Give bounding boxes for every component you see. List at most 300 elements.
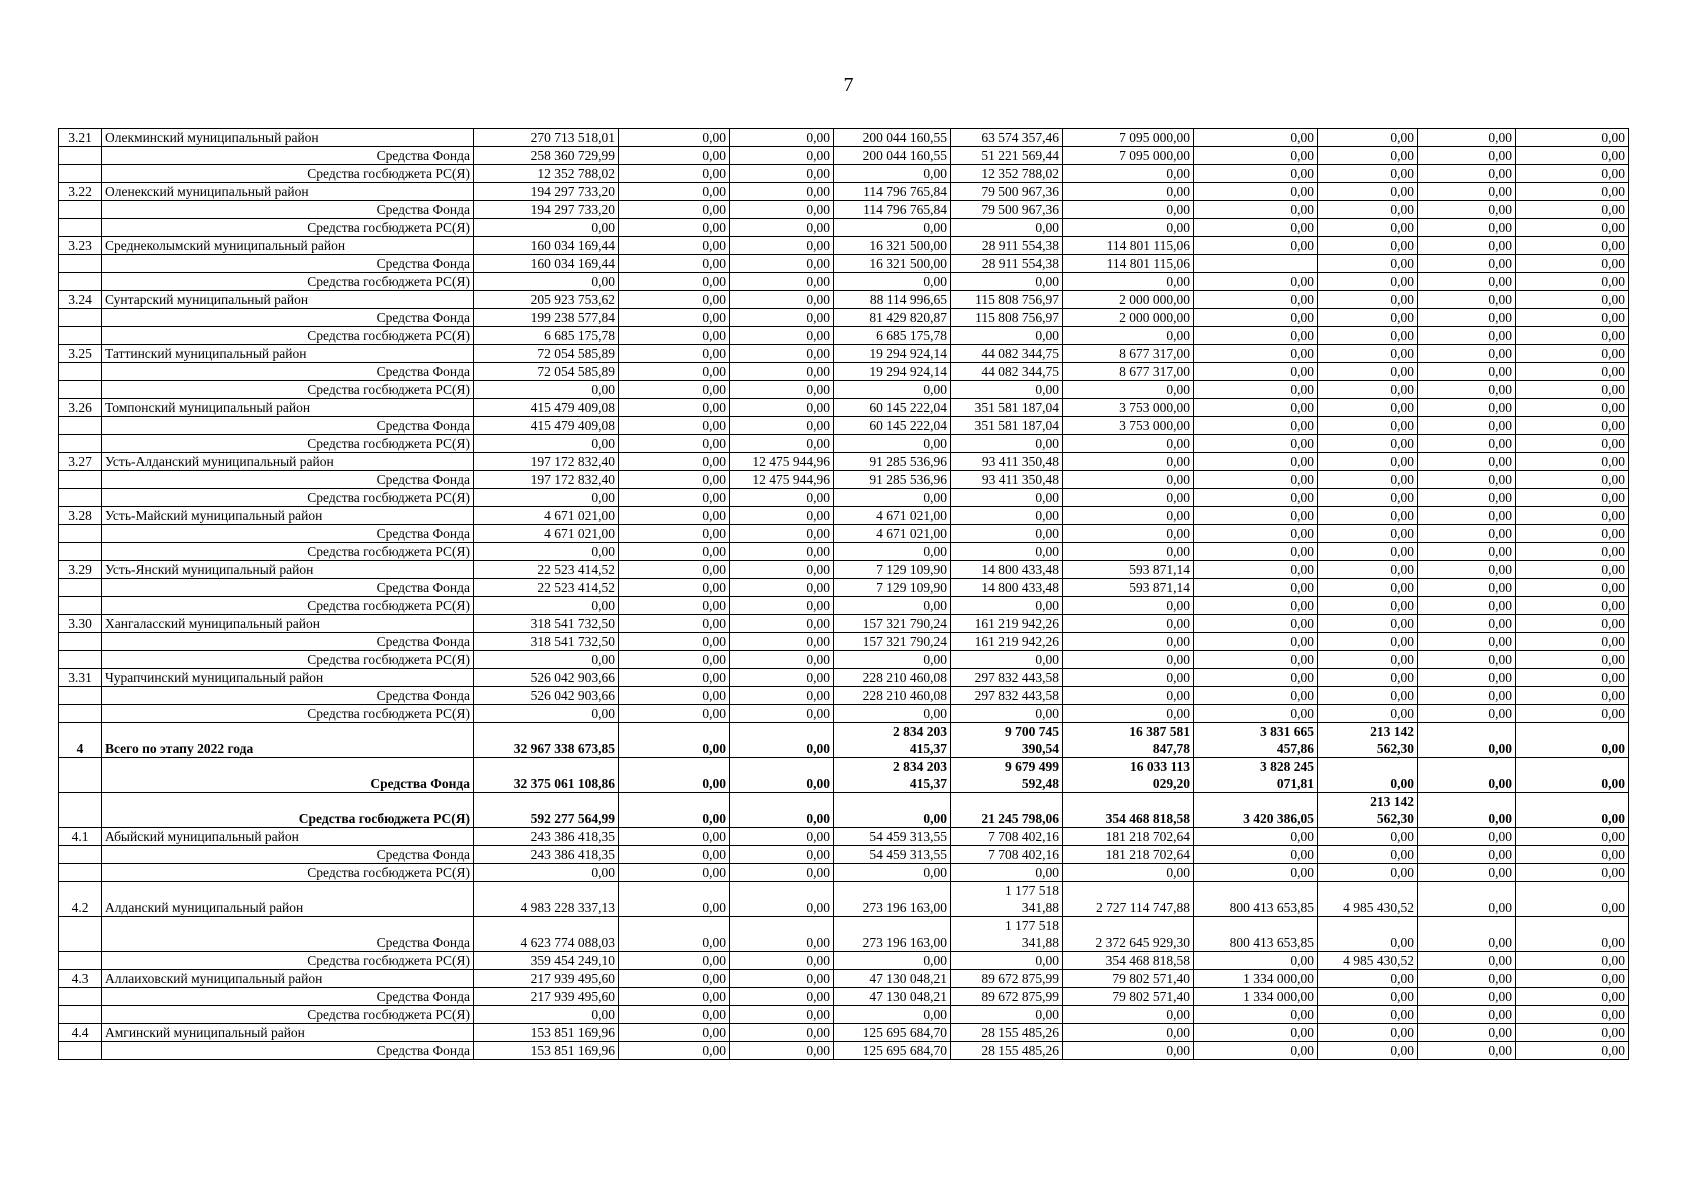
value-cell: 297 832 443,58 [951,669,1063,687]
value-cell: 0,00 [619,291,730,309]
value-cell: 351 581 187,04 [951,399,1063,417]
table-row [59,453,1629,471]
value-cell: 243 386 418,35 [474,828,619,846]
value-cell: 0,00 [730,723,834,758]
table-row [59,1006,1629,1024]
value-cell: 593 871,14 [1063,579,1194,597]
table-row [59,345,1629,363]
value-cell-line: 415,37 [909,741,947,756]
row-source-label: Средства госбюджета РС(Я) [102,327,474,345]
value-cell [1063,758,1194,793]
row-code: 3.31 [59,669,102,687]
value-cell: 0,00 [1063,705,1194,723]
value-cell: 0,00 [951,381,1063,399]
row-code: 3.22 [59,183,102,201]
row-title: Амгинский муниципальный район [102,1024,474,1042]
value-cell: 0,00 [730,1042,834,1060]
value-cell: 19 294 924,14 [834,363,951,381]
value-cell: 0,00 [1063,435,1194,453]
value-cell: 0,00 [1418,561,1516,579]
value-cell: 0,00 [730,705,834,723]
value-cell: 0,00 [1418,291,1516,309]
value-cell: 2 727 114 747,88 [1063,882,1194,917]
value-cell: 0,00 [1516,864,1629,882]
row-code [59,988,102,1006]
value-cell: 228 210 460,08 [834,687,951,705]
value-cell: 0,00 [951,273,1063,291]
row-code [59,471,102,489]
value-cell: 114 796 765,84 [834,183,951,201]
value-cell: 125 695 684,70 [834,1042,951,1060]
value-cell: 0,00 [1418,489,1516,507]
value-cell: 258 360 729,99 [474,147,619,165]
table-row [59,435,1629,453]
table-row [59,273,1629,291]
value-cell: 7 708 402,16 [951,846,1063,864]
value-cell: 91 285 536,96 [834,471,951,489]
value-cell: 0,00 [1516,507,1629,525]
value-cell: 0,00 [1516,381,1629,399]
table-row [59,417,1629,435]
value-cell: 93 411 350,48 [951,471,1063,489]
value-cell: 0,00 [1318,543,1418,561]
value-cell-line: 9 679 499 [1005,759,1059,774]
row-code: 4.4 [59,1024,102,1042]
value-cell: 0,00 [619,219,730,237]
value-cell [1318,723,1418,758]
value-cell: 0,00 [1418,723,1516,758]
value-cell: 0,00 [1318,183,1418,201]
value-cell: 0,00 [1418,525,1516,543]
value-cell-line: 415,37 [909,776,947,791]
row-code [59,597,102,615]
value-cell: 0,00 [1516,970,1629,988]
value-cell: 0,00 [619,345,730,363]
value-cell: 0,00 [834,273,951,291]
value-cell-line: 847,78 [1152,741,1190,756]
value-cell: 0,00 [1318,1006,1418,1024]
value-cell: 0,00 [1516,579,1629,597]
value-cell: 0,00 [1318,417,1418,435]
row-code [59,687,102,705]
value-cell: 0,00 [1318,309,1418,327]
budget-table [58,128,1629,1060]
value-cell: 0,00 [1194,1024,1318,1042]
table-row [59,793,1629,828]
table-row [59,237,1629,255]
value-cell: 0,00 [474,864,619,882]
value-cell: 273 196 163,00 [834,882,951,917]
value-cell-line: 071,81 [1276,776,1314,791]
value-cell: 0,00 [619,453,730,471]
value-cell: 16 321 500,00 [834,255,951,273]
value-cell: 0,00 [1318,561,1418,579]
value-cell: 3 420 386,05 [1194,793,1318,828]
row-source-label: Средства госбюджета РС(Я) [102,1006,474,1024]
value-cell: 0,00 [1194,471,1318,489]
value-cell: 161 219 942,26 [951,615,1063,633]
value-cell: 0,00 [619,1024,730,1042]
value-cell: 4 985 430,52 [1318,952,1418,970]
table-row [59,846,1629,864]
value-cell: 0,00 [1516,597,1629,615]
value-cell: 91 285 536,96 [834,453,951,471]
value-cell-line: 213 142 [1370,794,1414,809]
value-cell: 0,00 [1418,183,1516,201]
value-cell: 0,00 [1318,489,1418,507]
value-cell: 32 967 338 673,85 [474,723,619,758]
row-code [59,327,102,345]
value-cell: 0,00 [1063,273,1194,291]
value-cell: 0,00 [619,846,730,864]
value-cell: 0,00 [730,417,834,435]
row-code: 3.30 [59,615,102,633]
value-cell: 526 042 903,66 [474,669,619,687]
value-cell: 0,00 [951,864,1063,882]
table-row [59,129,1629,147]
value-cell [834,758,951,793]
value-cell: 0,00 [834,864,951,882]
value-cell: 0,00 [730,758,834,793]
value-cell: 0,00 [619,561,730,579]
value-cell: 8 677 317,00 [1063,363,1194,381]
value-cell-line: 9 700 745 [1005,724,1059,739]
value-cell: 359 454 249,10 [474,952,619,970]
value-cell: 181 218 702,64 [1063,846,1194,864]
value-cell: 54 459 313,55 [834,846,951,864]
table-row [59,543,1629,561]
value-cell [951,917,1063,952]
value-cell: 0,00 [619,543,730,561]
value-cell: 0,00 [730,687,834,705]
value-cell: 0,00 [730,165,834,183]
value-cell: 0,00 [1194,435,1318,453]
value-cell: 197 172 832,40 [474,471,619,489]
value-cell [951,723,1063,758]
value-cell: 0,00 [619,597,730,615]
row-title: Среднеколымский муниципальный район [102,237,474,255]
value-cell: 0,00 [1516,543,1629,561]
value-cell [1318,793,1418,828]
value-cell: 0,00 [1418,201,1516,219]
value-cell: 0,00 [834,651,951,669]
value-cell: 88 114 996,65 [834,291,951,309]
value-cell: 0,00 [1318,453,1418,471]
value-cell: 0,00 [1418,543,1516,561]
value-cell: 0,00 [1516,561,1629,579]
value-cell: 0,00 [1063,219,1194,237]
value-cell: 0,00 [1318,237,1418,255]
value-cell: 0,00 [730,309,834,327]
value-cell: 0,00 [1063,201,1194,219]
value-cell: 0,00 [951,651,1063,669]
row-title: Алданский муниципальный район [102,882,474,917]
value-cell: 0,00 [1194,1042,1318,1060]
value-cell: 0,00 [1063,327,1194,345]
table-row [59,917,1629,952]
value-cell: 47 130 048,21 [834,988,951,1006]
table-row [59,882,1629,917]
value-cell: 0,00 [474,381,619,399]
value-cell: 0,00 [1516,525,1629,543]
value-cell: 0,00 [834,952,951,970]
value-cell: 0,00 [1318,988,1418,1006]
value-cell: 0,00 [951,597,1063,615]
value-cell: 0,00 [1516,255,1629,273]
table-row [59,291,1629,309]
value-cell: 0,00 [1418,129,1516,147]
value-cell: 0,00 [730,129,834,147]
value-cell: 7 708 402,16 [951,828,1063,846]
value-cell: 0,00 [619,651,730,669]
table-row [59,255,1629,273]
row-code: 3.26 [59,399,102,417]
value-cell: 0,00 [1418,381,1516,399]
value-cell: 0,00 [1418,597,1516,615]
table-row [59,988,1629,1006]
value-cell: 0,00 [1194,615,1318,633]
value-cell: 0,00 [619,970,730,988]
row-title: Олекминский муниципальный район [102,129,474,147]
value-cell: 0,00 [730,579,834,597]
value-cell: 197 172 832,40 [474,453,619,471]
value-cell: 0,00 [730,988,834,1006]
row-code [59,758,102,793]
value-cell: 79 802 571,40 [1063,970,1194,988]
value-cell: 0,00 [1516,882,1629,917]
row-source-label: Средства госбюджета РС(Я) [102,165,474,183]
value-cell: 0,00 [1194,1006,1318,1024]
value-cell: 2 000 000,00 [1063,291,1194,309]
value-cell: 0,00 [1418,309,1516,327]
value-cell: 0,00 [1418,453,1516,471]
value-cell: 0,00 [951,219,1063,237]
row-title: Таттинский муниципальный район [102,345,474,363]
value-cell-line: 16 387 581 [1129,724,1190,739]
value-cell: 0,00 [619,435,730,453]
value-cell: 0,00 [1063,651,1194,669]
value-cell: 21 245 798,06 [951,793,1063,828]
row-source-label: Средства Фонда [102,471,474,489]
table-body [59,129,1629,1060]
row-source-label: Средства госбюджета РС(Я) [102,864,474,882]
row-code [59,793,102,828]
value-cell: 81 429 820,87 [834,309,951,327]
value-cell: 0,00 [619,165,730,183]
value-cell-line: 2 834 203 [893,759,947,774]
value-cell: 0,00 [1418,1042,1516,1060]
table-row [59,952,1629,970]
value-cell: 0,00 [1516,435,1629,453]
value-cell-line: 3 831 665 [1260,724,1314,739]
value-cell: 4 671 021,00 [834,525,951,543]
value-cell: 0,00 [730,864,834,882]
row-code: 4 [59,723,102,758]
value-cell: 0,00 [730,597,834,615]
row-code [59,165,102,183]
value-cell: 800 413 653,85 [1194,882,1318,917]
value-cell: 0,00 [1516,687,1629,705]
value-cell: 0,00 [1318,471,1418,489]
value-cell: 125 695 684,70 [834,1024,951,1042]
value-cell: 12 475 944,96 [730,453,834,471]
value-cell: 0,00 [474,1006,619,1024]
value-cell: 0,00 [1418,633,1516,651]
row-source-label: Средства Фонда [102,309,474,327]
value-cell: 44 082 344,75 [951,345,1063,363]
value-cell: 0,00 [619,917,730,952]
value-cell: 0,00 [1516,793,1629,828]
table-row [59,633,1629,651]
value-cell: 415 479 409,08 [474,399,619,417]
value-cell: 0,00 [1516,309,1629,327]
value-cell: 0,00 [474,435,619,453]
table-row [59,758,1629,793]
value-cell: 0,00 [1516,417,1629,435]
value-cell: 0,00 [1063,1024,1194,1042]
value-cell: 593 871,14 [1063,561,1194,579]
value-cell: 0,00 [730,399,834,417]
value-cell: 0,00 [1516,723,1629,758]
row-source-label: Средства госбюджета РС(Я) [102,489,474,507]
row-source-label: Средства госбюджета РС(Я) [102,651,474,669]
row-source-label: Средства Фонда [102,988,474,1006]
value-cell: 0,00 [1194,327,1318,345]
value-cell: 0,00 [1063,615,1194,633]
value-cell: 0,00 [1418,327,1516,345]
value-cell: 0,00 [1063,864,1194,882]
value-cell: 200 044 160,55 [834,129,951,147]
value-cell: 0,00 [1418,255,1516,273]
row-code: 4.2 [59,882,102,917]
value-cell: 0,00 [619,309,730,327]
value-cell [1194,758,1318,793]
value-cell: 0,00 [1516,471,1629,489]
value-cell-line: 029,20 [1152,776,1190,791]
value-cell: 194 297 733,20 [474,201,619,219]
value-cell: 0,00 [1194,219,1318,237]
value-cell: 0,00 [1516,846,1629,864]
value-cell: 0,00 [1418,970,1516,988]
value-cell: 199 238 577,84 [474,309,619,327]
value-cell: 0,00 [1418,846,1516,864]
value-cell: 0,00 [619,723,730,758]
value-cell: 0,00 [1194,273,1318,291]
row-source-label: Средства госбюджета РС(Я) [102,219,474,237]
value-cell: 72 054 585,89 [474,363,619,381]
value-cell: 0,00 [1516,183,1629,201]
value-cell: 115 808 756,97 [951,309,1063,327]
row-source-label: Средства Фонда [102,417,474,435]
value-cell: 0,00 [1194,309,1318,327]
row-code: 4.3 [59,970,102,988]
value-cell: 0,00 [834,489,951,507]
value-cell: 0,00 [1063,543,1194,561]
value-cell: 0,00 [730,507,834,525]
table-row [59,1024,1629,1042]
row-source-label: Средства госбюджета РС(Я) [102,435,474,453]
value-cell: 0,00 [730,345,834,363]
value-cell: 157 321 790,24 [834,633,951,651]
row-source-label: Средства Фонда [102,201,474,219]
row-code [59,633,102,651]
value-cell: 19 294 924,14 [834,345,951,363]
value-cell: 0,00 [619,507,730,525]
row-code: 3.23 [59,237,102,255]
value-cell: 0,00 [730,1024,834,1042]
value-cell: 0,00 [1516,615,1629,633]
value-cell: 0,00 [619,633,730,651]
value-cell: 217 939 495,60 [474,970,619,988]
table-row [59,1042,1629,1060]
value-cell: 0,00 [1418,363,1516,381]
row-title: Томпонский муниципальный район [102,399,474,417]
value-cell: 0,00 [619,687,730,705]
value-cell: 0,00 [730,147,834,165]
value-cell: 7 095 000,00 [1063,147,1194,165]
table-row [59,651,1629,669]
value-cell: 0,00 [1516,489,1629,507]
row-code: 3.27 [59,453,102,471]
value-cell: 60 145 222,04 [834,399,951,417]
value-cell: 0,00 [1418,758,1516,793]
value-cell: 0,00 [474,489,619,507]
value-cell: 0,00 [1194,864,1318,882]
value-cell-line: 592,48 [1021,776,1059,791]
value-cell: 0,00 [1194,597,1318,615]
value-cell: 0,00 [1194,129,1318,147]
table-row [59,561,1629,579]
value-cell: 4 671 021,00 [474,525,619,543]
value-cell: 0,00 [1318,327,1418,345]
value-cell: 273 196 163,00 [834,917,951,952]
value-cell: 0,00 [1516,147,1629,165]
row-source-label: Средства госбюджета РС(Я) [102,705,474,723]
value-cell: 0,00 [619,669,730,687]
row-code [59,201,102,219]
value-cell: 0,00 [730,828,834,846]
row-source-label: Средства Фонда [102,1042,474,1060]
value-cell: 0,00 [1418,1024,1516,1042]
value-cell: 0,00 [1318,399,1418,417]
value-cell: 0,00 [730,1006,834,1024]
value-cell: 0,00 [1516,651,1629,669]
value-cell: 0,00 [1318,970,1418,988]
value-cell: 0,00 [1063,471,1194,489]
value-cell: 0,00 [1418,147,1516,165]
row-source-label: Средства Фонда [102,633,474,651]
value-cell: 89 672 875,99 [951,988,1063,1006]
value-cell: 0,00 [1318,291,1418,309]
value-cell: 0,00 [1418,882,1516,917]
value-cell: 0,00 [474,597,619,615]
value-cell: 54 459 313,55 [834,828,951,846]
value-cell: 0,00 [1516,988,1629,1006]
row-code [59,579,102,597]
row-code [59,489,102,507]
value-cell: 0,00 [1418,864,1516,882]
table-row [59,687,1629,705]
value-cell: 0,00 [1516,453,1629,471]
value-cell: 0,00 [1318,345,1418,363]
value-cell: 354 468 818,58 [1063,952,1194,970]
row-source-label: Средства госбюджета РС(Я) [102,793,474,828]
value-cell: 0,00 [834,381,951,399]
value-cell: 0,00 [1063,525,1194,543]
value-cell: 0,00 [1418,417,1516,435]
value-cell: 0,00 [1318,687,1418,705]
value-cell: 0,00 [1418,165,1516,183]
